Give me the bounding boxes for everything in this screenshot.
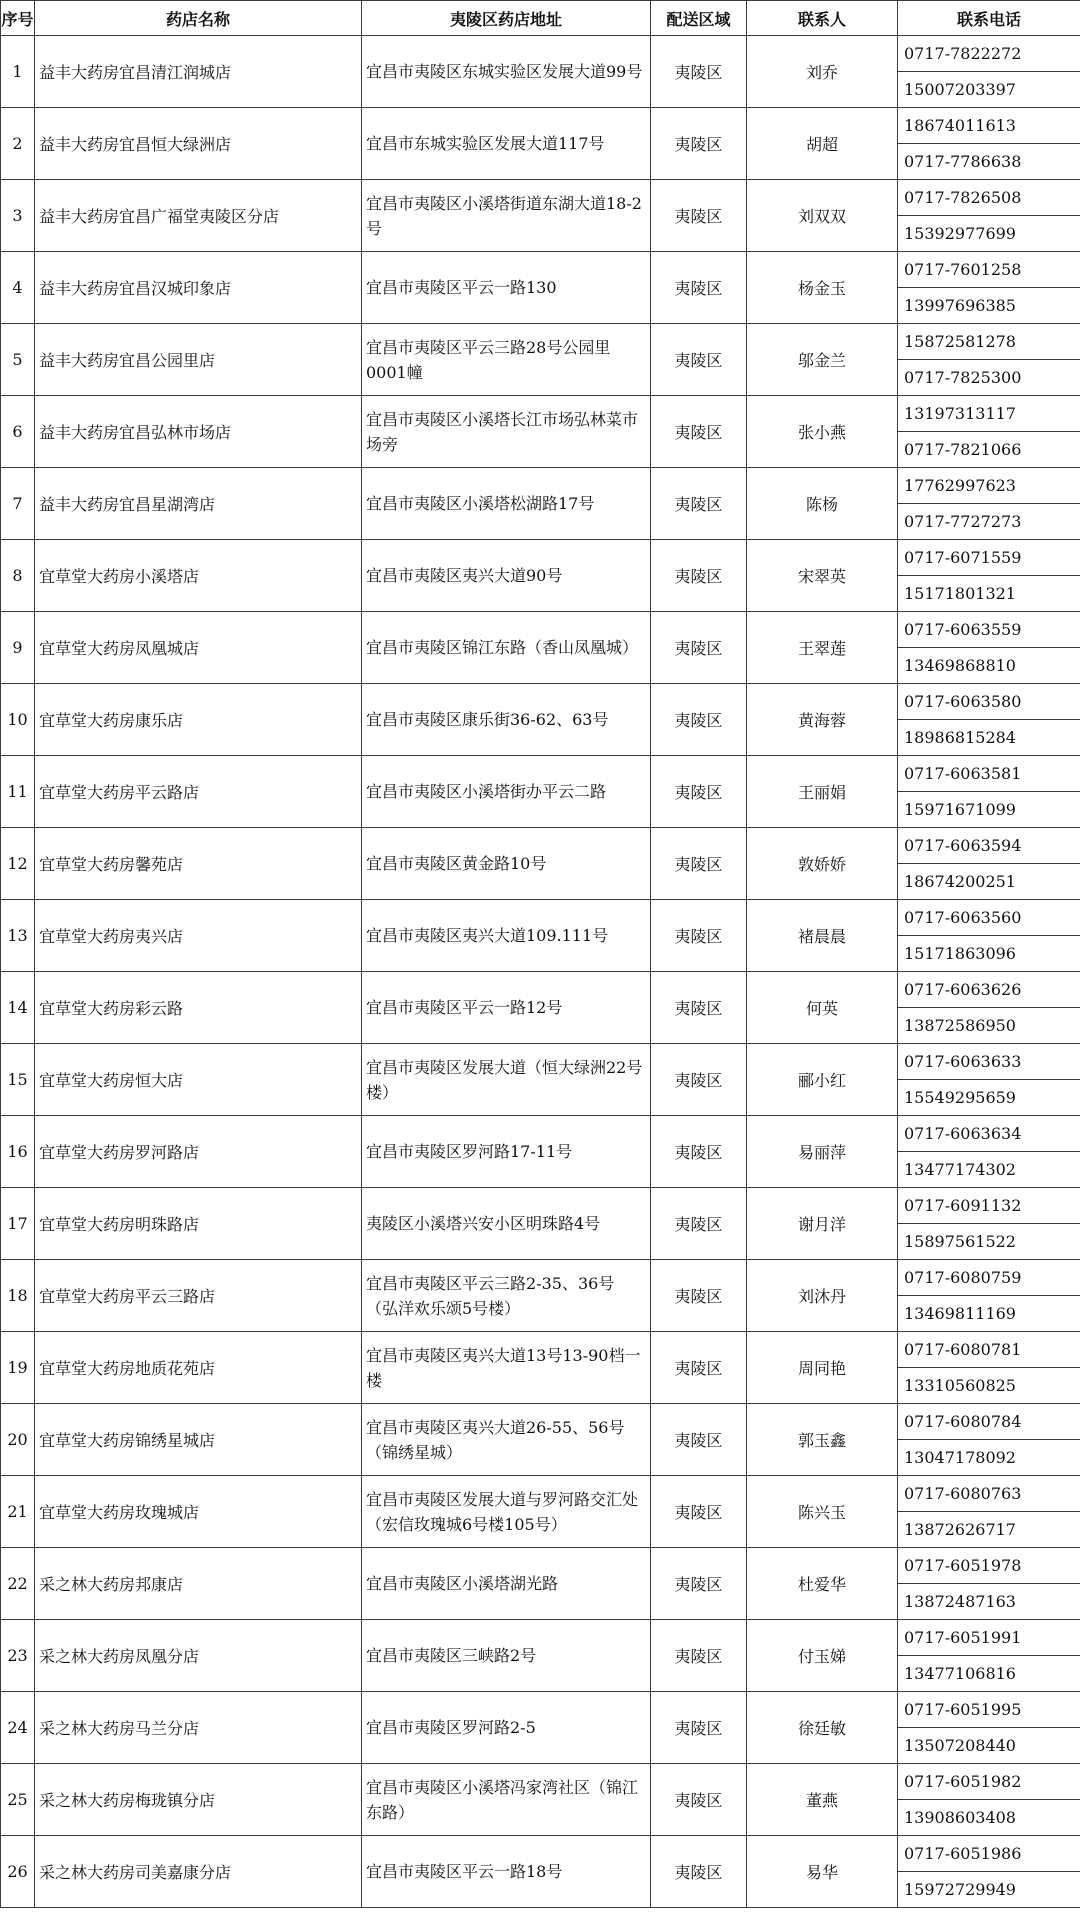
row-pharmacy-name: 宜草堂大药房康乐店 (35, 684, 362, 756)
row-pharmacy-name: 宜草堂大药房恒大店 (35, 1044, 362, 1116)
row-delivery-area: 夷陵区 (651, 540, 747, 612)
row-seq: 12 (1, 828, 35, 900)
row-contact-person: 杨金玉 (747, 252, 898, 324)
row-contact-person: 刘乔 (747, 36, 898, 108)
table-row (1, 324, 1080, 360)
row-seq: 18 (1, 1260, 35, 1332)
row-pharmacy-name: 宜草堂大药房平云路店 (35, 756, 362, 828)
table-body (1, 36, 1080, 1908)
row-phone-2: 18674200251 (898, 864, 1080, 900)
row-contact-person: 宋翠英 (747, 540, 898, 612)
row-contact-person: 郭玉鑫 (747, 1404, 898, 1476)
row-phone-2: 0717-7786638 (898, 144, 1080, 180)
row-phone-2: 15972729949 (898, 1872, 1080, 1908)
row-phone-1: 0717-7826508 (898, 180, 1080, 216)
row-address: 宜昌市夷陵区东城实验区发展大道99号 (362, 36, 651, 108)
row-delivery-area: 夷陵区 (651, 1764, 747, 1836)
table-row (1, 1116, 1080, 1152)
row-phone-2: 18986815284 (898, 720, 1080, 756)
row-seq: 7 (1, 468, 35, 540)
table-row (1, 1332, 1080, 1368)
row-pharmacy-name: 益丰大药房宜昌恒大绿洲店 (35, 108, 362, 180)
row-seq: 6 (1, 396, 35, 468)
row-delivery-area: 夷陵区 (651, 1692, 747, 1764)
row-delivery-area: 夷陵区 (651, 1188, 747, 1260)
row-delivery-area: 夷陵区 (651, 468, 747, 540)
row-contact-person: 陈兴玉 (747, 1476, 898, 1548)
row-contact-person: 陈杨 (747, 468, 898, 540)
row-phone-2: 13997696385 (898, 288, 1080, 324)
table-row (1, 1260, 1080, 1296)
table-row (1, 1620, 1080, 1656)
row-phone-2: 13872626717 (898, 1512, 1080, 1548)
row-phone-2: 15007203397 (898, 72, 1080, 108)
row-seq: 17 (1, 1188, 35, 1260)
row-address: 宜昌市夷陵区夷兴大道90号 (362, 540, 651, 612)
row-delivery-area: 夷陵区 (651, 1548, 747, 1620)
row-contact-person: 付玉娣 (747, 1620, 898, 1692)
row-seq: 19 (1, 1332, 35, 1404)
row-phone-2: 13908603408 (898, 1800, 1080, 1836)
row-contact-person: 王翠莲 (747, 612, 898, 684)
row-delivery-area: 夷陵区 (651, 1260, 747, 1332)
row-pharmacy-name: 宜草堂大药房地质花苑店 (35, 1332, 362, 1404)
row-address: 宜昌市夷陵区平云三路28号公园里0001幢 (362, 324, 651, 396)
header-pharmacy-name: 药店名称 (35, 1, 362, 36)
row-contact-person: 董燕 (747, 1764, 898, 1836)
row-phone-1: 0717-7601258 (898, 252, 1080, 288)
row-phone-1: 17762997623 (898, 468, 1080, 504)
table-row (1, 684, 1080, 720)
row-phone-2: 0717-7825300 (898, 360, 1080, 396)
row-contact-person: 徐廷敏 (747, 1692, 898, 1764)
row-address: 宜昌市夷陵区小溪塔湖光路 (362, 1548, 651, 1620)
row-seq: 11 (1, 756, 35, 828)
row-phone-1: 0717-6080763 (898, 1476, 1080, 1512)
row-phone-1: 0717-6063633 (898, 1044, 1080, 1080)
row-address: 夷陵区小溪塔兴安小区明珠路4号 (362, 1188, 651, 1260)
row-delivery-area: 夷陵区 (651, 828, 747, 900)
row-address: 宜昌市夷陵区小溪塔街道东湖大道18-2号 (362, 180, 651, 252)
row-phone-1: 0717-6063634 (898, 1116, 1080, 1152)
row-pharmacy-name: 益丰大药房宜昌清江润城店 (35, 36, 362, 108)
table-row (1, 972, 1080, 1008)
row-delivery-area: 夷陵区 (651, 252, 747, 324)
row-seq: 26 (1, 1836, 35, 1908)
row-address: 宜昌市夷陵区康乐街36-62、63号 (362, 684, 651, 756)
table-row (1, 180, 1080, 216)
row-delivery-area: 夷陵区 (651, 324, 747, 396)
row-address: 宜昌市夷陵区小溪塔街办平云二路 (362, 756, 651, 828)
table-row (1, 1836, 1080, 1872)
row-delivery-area: 夷陵区 (651, 1836, 747, 1908)
row-contact-person: 敦娇娇 (747, 828, 898, 900)
row-seq: 3 (1, 180, 35, 252)
row-delivery-area: 夷陵区 (651, 972, 747, 1044)
table-row (1, 900, 1080, 936)
row-pharmacy-name: 宜草堂大药房平云三路店 (35, 1260, 362, 1332)
row-seq: 9 (1, 612, 35, 684)
row-seq: 1 (1, 36, 35, 108)
row-address: 宜昌市夷陵区罗河路17-11号 (362, 1116, 651, 1188)
row-contact-person: 周同艳 (747, 1332, 898, 1404)
row-phone-1: 18674011613 (898, 108, 1080, 144)
row-delivery-area: 夷陵区 (651, 684, 747, 756)
row-phone-2: 15171863096 (898, 936, 1080, 972)
row-phone-2: 13477174302 (898, 1152, 1080, 1188)
row-phone-1: 0717-6063626 (898, 972, 1080, 1008)
table-row (1, 396, 1080, 432)
row-phone-1: 0717-6063594 (898, 828, 1080, 864)
row-seq: 15 (1, 1044, 35, 1116)
header-delivery-area: 配送区域 (651, 1, 747, 36)
row-phone-2: 13872586950 (898, 1008, 1080, 1044)
header-row (1, 1, 1080, 36)
row-seq: 5 (1, 324, 35, 396)
row-phone-2: 15549295659 (898, 1080, 1080, 1116)
row-phone-1: 0717-6051991 (898, 1620, 1080, 1656)
row-phone-1: 0717-6080781 (898, 1332, 1080, 1368)
table-row (1, 1692, 1080, 1728)
row-address: 宜昌市夷陵区夷兴大道13号13-90档一楼 (362, 1332, 651, 1404)
row-pharmacy-name: 宜草堂大药房罗河路店 (35, 1116, 362, 1188)
row-address: 宜昌市东城实验区发展大道117号 (362, 108, 651, 180)
row-phone-2: 13469811169 (898, 1296, 1080, 1332)
row-delivery-area: 夷陵区 (651, 396, 747, 468)
row-delivery-area: 夷陵区 (651, 900, 747, 972)
row-phone-2: 15171801321 (898, 576, 1080, 612)
row-phone-2: 15392977699 (898, 216, 1080, 252)
row-pharmacy-name: 宜草堂大药房馨苑店 (35, 828, 362, 900)
row-pharmacy-name: 益丰大药房宜昌星湖湾店 (35, 468, 362, 540)
table-row (1, 1044, 1080, 1080)
row-contact-person: 邬金兰 (747, 324, 898, 396)
row-contact-person: 张小燕 (747, 396, 898, 468)
row-contact-person: 胡超 (747, 108, 898, 180)
row-phone-1: 0717-6051995 (898, 1692, 1080, 1728)
row-phone-1: 13197313117 (898, 396, 1080, 432)
row-phone-1: 0717-6051986 (898, 1836, 1080, 1872)
row-phone-1: 0717-6063560 (898, 900, 1080, 936)
header-address: 夷陵区药店地址 (362, 1, 651, 36)
row-pharmacy-name: 宜草堂大药房锦绣星城店 (35, 1404, 362, 1476)
row-delivery-area: 夷陵区 (651, 108, 747, 180)
row-pharmacy-name: 益丰大药房宜昌弘林市场店 (35, 396, 362, 468)
row-phone-1: 0717-6080784 (898, 1404, 1080, 1440)
row-seq: 21 (1, 1476, 35, 1548)
table-row (1, 1188, 1080, 1224)
row-address: 宜昌市夷陵区平云一路12号 (362, 972, 651, 1044)
row-contact-person: 褚晨晨 (747, 900, 898, 972)
row-pharmacy-name: 宜草堂大药房玫瑰城店 (35, 1476, 362, 1548)
row-contact-person: 易丽萍 (747, 1116, 898, 1188)
row-delivery-area: 夷陵区 (651, 1404, 747, 1476)
row-phone-2: 13310560825 (898, 1368, 1080, 1404)
row-pharmacy-name: 益丰大药房宜昌公园里店 (35, 324, 362, 396)
row-pharmacy-name: 宜草堂大药房小溪塔店 (35, 540, 362, 612)
row-pharmacy-name: 宜草堂大药房明珠路店 (35, 1188, 362, 1260)
row-phone-2: 15971671099 (898, 792, 1080, 828)
row-contact-person: 刘沐丹 (747, 1260, 898, 1332)
row-seq: 14 (1, 972, 35, 1044)
row-pharmacy-name: 采之林大药房梅珑镇分店 (35, 1764, 362, 1836)
row-address: 宜昌市夷陵区夷兴大道109.111号 (362, 900, 651, 972)
row-seq: 8 (1, 540, 35, 612)
row-delivery-area: 夷陵区 (651, 1476, 747, 1548)
table-row (1, 1404, 1080, 1440)
table-row (1, 252, 1080, 288)
row-seq: 25 (1, 1764, 35, 1836)
row-seq: 22 (1, 1548, 35, 1620)
row-pharmacy-name: 宜草堂大药房夷兴店 (35, 900, 362, 972)
table-header (1, 1, 1080, 36)
table-row (1, 36, 1080, 72)
table-row (1, 108, 1080, 144)
row-address: 宜昌市夷陵区锦江东路（香山凤凰城） (362, 612, 651, 684)
row-address: 宜昌市夷陵区小溪塔松湖路17号 (362, 468, 651, 540)
row-pharmacy-name: 采之林大药房凤凰分店 (35, 1620, 362, 1692)
row-address: 宜昌市夷陵区夷兴大道26-55、56号（锦绣星城） (362, 1404, 651, 1476)
row-contact-person: 易华 (747, 1836, 898, 1908)
row-phone-1: 0717-6063559 (898, 612, 1080, 648)
row-phone-1: 15872581278 (898, 324, 1080, 360)
row-address: 宜昌市夷陵区小溪塔冯家湾社区（锦江东路） (362, 1764, 651, 1836)
row-phone-1: 0717-6080759 (898, 1260, 1080, 1296)
row-delivery-area: 夷陵区 (651, 756, 747, 828)
row-phone-2: 13047178092 (898, 1440, 1080, 1476)
row-phone-2: 15897561522 (898, 1224, 1080, 1260)
row-phone-2: 0717-7727273 (898, 504, 1080, 540)
row-seq: 24 (1, 1692, 35, 1764)
header-contact-person: 联系人 (747, 1, 898, 36)
row-phone-1: 0717-6063581 (898, 756, 1080, 792)
row-seq: 2 (1, 108, 35, 180)
row-seq: 16 (1, 1116, 35, 1188)
row-contact-person: 黄海蓉 (747, 684, 898, 756)
row-pharmacy-name: 采之林大药房邦康店 (35, 1548, 362, 1620)
row-phone-1: 0717-6071559 (898, 540, 1080, 576)
row-address: 宜昌市夷陵区发展大道与罗河路交汇处（宏信玫瑰城6号楼105号） (362, 1476, 651, 1548)
table-row (1, 1476, 1080, 1512)
row-delivery-area: 夷陵区 (651, 1044, 747, 1116)
row-address: 宜昌市夷陵区罗河路2-5 (362, 1692, 651, 1764)
row-pharmacy-name: 宜草堂大药房凤凰城店 (35, 612, 362, 684)
row-delivery-area: 夷陵区 (651, 612, 747, 684)
row-seq: 4 (1, 252, 35, 324)
row-pharmacy-name: 宜草堂大药房彩云路 (35, 972, 362, 1044)
row-address: 宜昌市夷陵区黄金路10号 (362, 828, 651, 900)
table-row (1, 612, 1080, 648)
row-phone-1: 0717-6063580 (898, 684, 1080, 720)
row-address: 宜昌市夷陵区发展大道（恒大绿洲22号楼） (362, 1044, 651, 1116)
row-contact-person: 郦小红 (747, 1044, 898, 1116)
row-seq: 23 (1, 1620, 35, 1692)
header-phone: 联系电话 (898, 1, 1080, 36)
row-contact-person: 谢月洋 (747, 1188, 898, 1260)
row-address: 宜昌市夷陵区平云一路130 (362, 252, 651, 324)
row-contact-person: 王丽娟 (747, 756, 898, 828)
row-delivery-area: 夷陵区 (651, 180, 747, 252)
row-phone-2: 13872487163 (898, 1584, 1080, 1620)
row-seq: 13 (1, 900, 35, 972)
header-seq: 序号 (1, 1, 35, 36)
row-delivery-area: 夷陵区 (651, 1332, 747, 1404)
table-row (1, 540, 1080, 576)
row-delivery-area: 夷陵区 (651, 36, 747, 108)
row-address: 宜昌市夷陵区三峡路2号 (362, 1620, 651, 1692)
row-delivery-area: 夷陵区 (651, 1620, 747, 1692)
row-pharmacy-name: 采之林大药房马兰分店 (35, 1692, 362, 1764)
row-phone-1: 0717-6051978 (898, 1548, 1080, 1584)
row-address: 宜昌市夷陵区平云一路18号 (362, 1836, 651, 1908)
row-pharmacy-name: 益丰大药房宜昌汉城印象店 (35, 252, 362, 324)
row-phone-2: 13477106816 (898, 1656, 1080, 1692)
table-row (1, 1548, 1080, 1584)
row-pharmacy-name: 益丰大药房宜昌广福堂夷陵区分店 (35, 180, 362, 252)
row-address: 宜昌市夷陵区平云三路2-35、36号（弘洋欢乐颂5号楼） (362, 1260, 651, 1332)
row-seq: 10 (1, 684, 35, 756)
row-seq: 20 (1, 1404, 35, 1476)
row-address: 宜昌市夷陵区小溪塔长江市场弘林菜市场旁 (362, 396, 651, 468)
row-delivery-area: 夷陵区 (651, 1116, 747, 1188)
row-pharmacy-name: 采之林大药房司美嘉康分店 (35, 1836, 362, 1908)
row-phone-1: 0717-6051982 (898, 1764, 1080, 1800)
table-row (1, 1764, 1080, 1800)
row-phone-1: 0717-7822272 (898, 36, 1080, 72)
table-row (1, 756, 1080, 792)
table-row (1, 468, 1080, 504)
row-phone-2: 13469868810 (898, 648, 1080, 684)
row-contact-person: 何英 (747, 972, 898, 1044)
row-contact-person: 刘双双 (747, 180, 898, 252)
row-contact-person: 杜爱华 (747, 1548, 898, 1620)
table-row (1, 828, 1080, 864)
row-phone-1: 0717-6091132 (898, 1188, 1080, 1224)
row-phone-2: 0717-7821066 (898, 432, 1080, 468)
row-phone-2: 13507208440 (898, 1728, 1080, 1764)
